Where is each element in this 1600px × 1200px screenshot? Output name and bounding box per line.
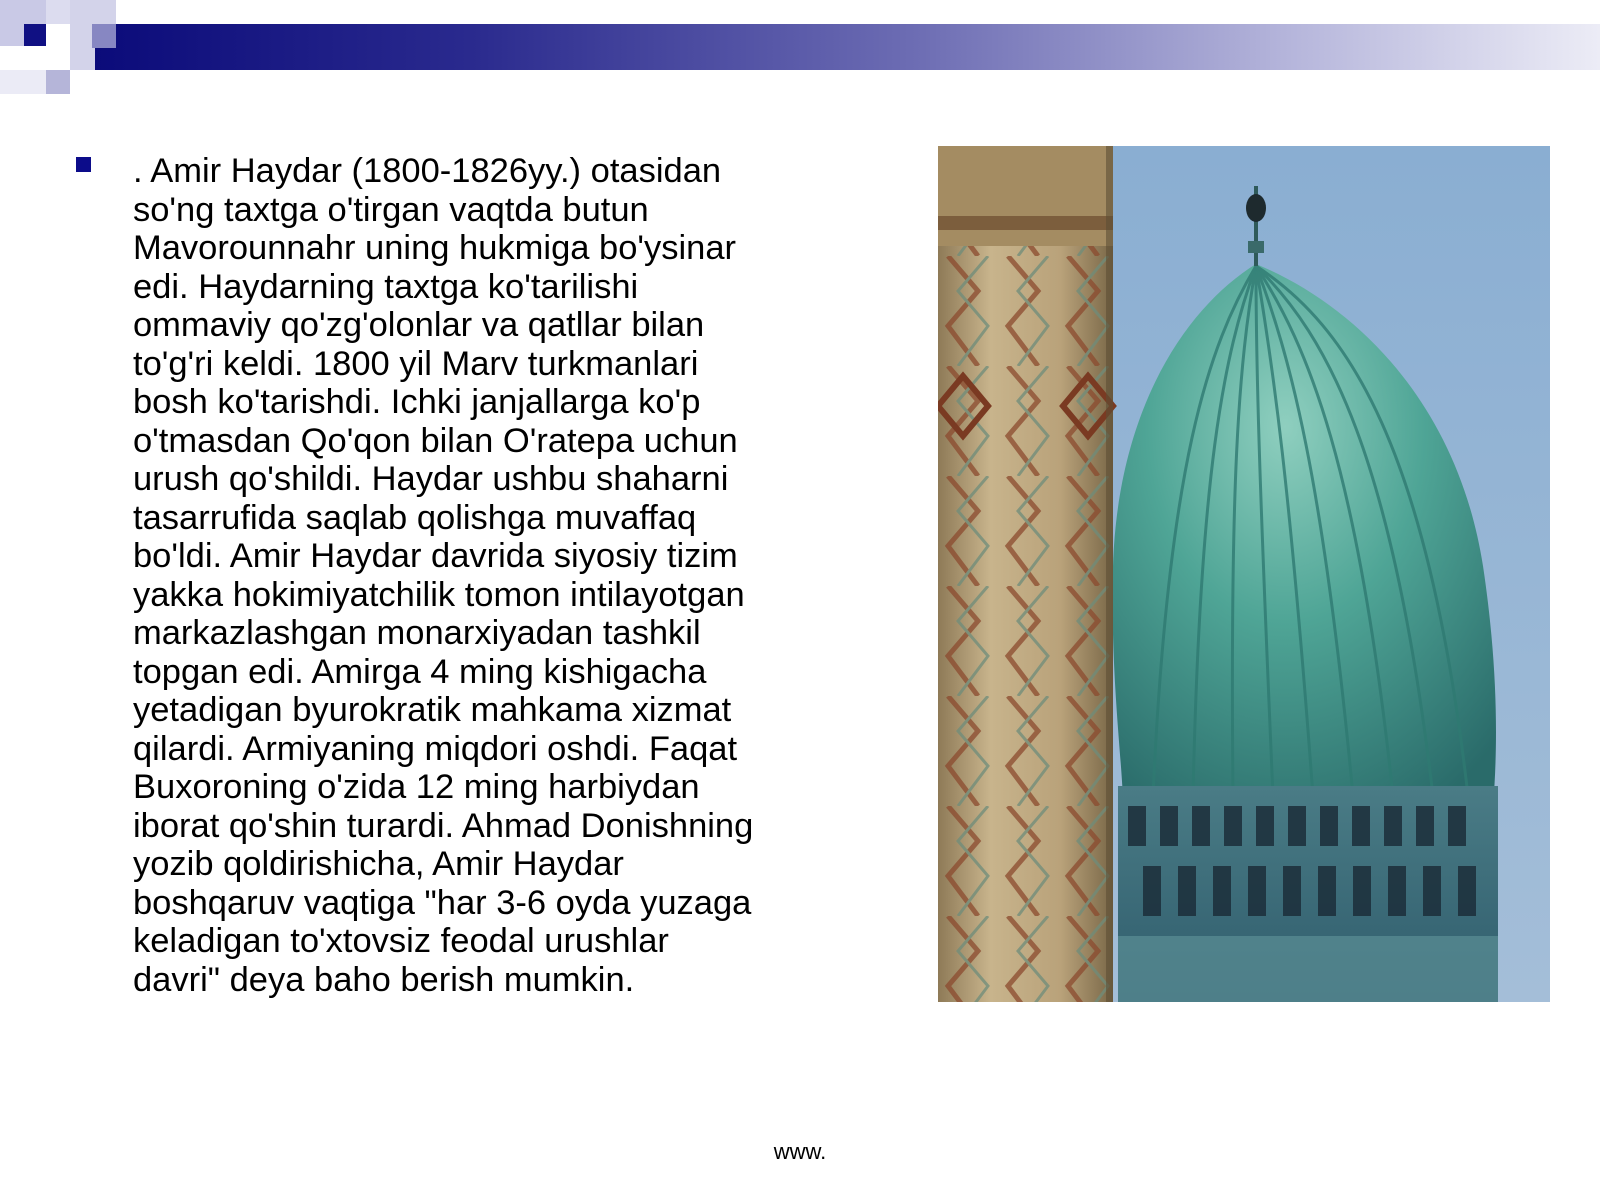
header-gradient-bar	[95, 24, 1600, 70]
footer-text: www.	[773, 1139, 827, 1164]
header-square	[92, 24, 116, 48]
header-square	[46, 70, 70, 94]
mosque-dome-photo	[938, 146, 1550, 1002]
square-bullet-icon	[76, 157, 91, 172]
slide-body-text: . Amir Haydar (1800-1826yy.) otasidan so'ng taxtga o'tirgan vaqtda butun Mavorounnahr uning hukmiga bo'ysinar edi. Haydarning taxtga ko'tarilishi ommaviy qo'zg'olonlar va qatllar bilan to'g'ri keldi. 1800 yil Marv turkmanlari bosh ko'tarishdi. Ichki janjallarga ko'p o'tmasdan Qo'qon bilan O'ratepa uchun urush qo'shildi. Haydar ushbu shaharni tasarrufida saqlab qolishga muvaffaq bo'ldi. Amir Haydar davrida siyosiy tizim yakka hokimiyatchilik tomon intilayotgan markazlashgan monarxiyadan tashkil topgan edi. Amirga 4 ming kishigacha yetadigan byurokratik mahkama xizmat qilardi. Armiyaning miqdori oshdi. Faqat Buxoroning o'zida 12 ming harbiydan iborat qo'shin turardi. Ahmad Donishning yozib qoldirishicha, Amir Haydar boshqaruv vaqtiga "har 3-6 oyda yuzaga keladigan to'xtovsiz feodal urushlar davri" deya baho berish mumkin.	[133, 152, 754, 999]
header-square	[0, 70, 46, 94]
dome-minaret-illustration	[938, 146, 1550, 1002]
header-square	[24, 24, 46, 46]
